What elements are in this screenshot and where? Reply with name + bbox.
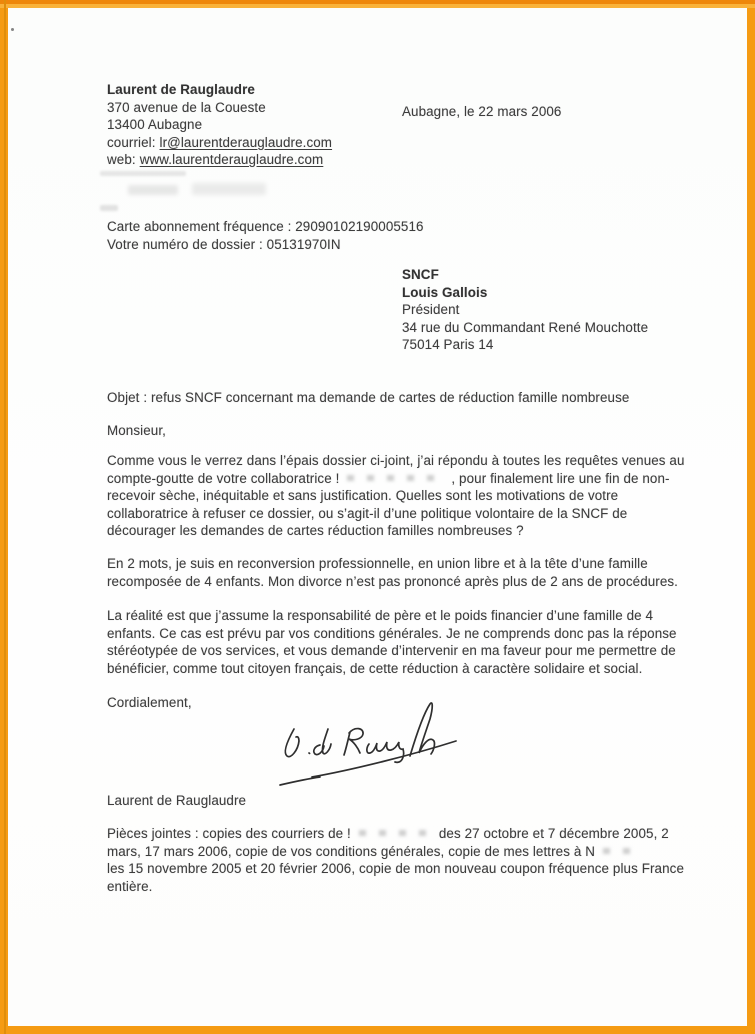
redacted-name: [351, 827, 439, 838]
scan-speck: [11, 28, 14, 31]
paragraph-line: collaboratrice à refuser ce dossier, ou s’agit-il d’une politique volontaire de la SNCF de: [107, 505, 628, 521]
paragraph-line: décourager les demandes de cartes réduction familles nombreuses ?: [107, 523, 524, 538]
file-number: Votre numéro de dossier : 05131970IN: [107, 236, 341, 252]
paragraph-text: compte-goutte de votre collaboratrice !: [107, 470, 340, 486]
recipient-address-line1: 34 rue du Commandant René Mouchotte: [402, 319, 649, 335]
subscription-card-number: Carte abonnement fréquence : 29090102190005516: [107, 219, 424, 234]
paragraph-text: , pour finalement lire une fin de non-: [451, 470, 670, 486]
recipient-title: Président: [402, 302, 460, 317]
signer-name: Laurent de Rauglaudre: [107, 793, 247, 808]
erased-text-smudge: [100, 205, 118, 211]
letter-page: [8, 8, 747, 1026]
paragraph-line: En 2 mots, je suis en reconversion professionnelle, en union libre et à la tête d’une famille: [107, 556, 648, 571]
recipient-name: Louis Gallois: [402, 284, 488, 300]
email-link[interactable]: lr@laurentderauglaudre.com: [159, 134, 333, 150]
web-label: web:: [107, 152, 136, 167]
sender-web-line: [107, 151, 332, 169]
salutation: Monsieur,: [107, 423, 166, 438]
paragraph-line: [107, 470, 685, 488]
sender-name: Laurent de Rauglaudre: [107, 82, 255, 97]
frame-left-inner-line: [4, 0, 6, 1034]
erased-text-smudge: [192, 183, 266, 195]
handwritten-signature: [270, 692, 470, 792]
redacted-name: [339, 472, 451, 483]
body-paragraph-2: [107, 555, 678, 590]
sender-block: [107, 81, 332, 169]
paragraph-line: recevoir sèche, inéquitable et sans justification. Quelles sont les motivations de votre: [107, 488, 619, 503]
attachments-text: Pièces jointes : copies des courriers de !: [107, 826, 351, 841]
body-paragraph-1: [107, 452, 685, 540]
recipient-address-line2: 75014 Paris 14: [402, 337, 494, 352]
sender-address-line1: 370 avenue de la Coueste: [107, 99, 266, 115]
sender-email-line: [107, 134, 332, 152]
reference-block: [107, 218, 424, 253]
web-link[interactable]: www.laurentderauglaudre.com: [139, 152, 324, 167]
recipient-company: SNCF: [402, 267, 439, 282]
paragraph-line: Comme vous le verrez dans l’épais dossier ci-joint, j’ai répondu à toutes les requêtes venues au: [107, 453, 685, 468]
attachments-text: des 27 octobre et 7 décembre 2005, 2: [438, 826, 669, 841]
body-paragraph-3: [107, 607, 677, 677]
paragraph-line: enfants. Ce cas est prévu par vos conditions générales. Je ne comprends donc pas la réponse: [107, 625, 677, 641]
redacted-name: [595, 845, 647, 856]
attachments-line: entière.: [107, 878, 153, 894]
email-label: courriel:: [107, 134, 156, 150]
attachments-block: [107, 825, 684, 895]
paragraph-line: recomposée de 4 enfants. Mon divorce n’est pas prononcé après plus de 2 ans de procédures.: [107, 573, 679, 589]
sender-address-line2: 13400 Aubagne: [107, 117, 203, 132]
attachments-line: les 15 novembre 2005 et 20 février 2006, copie de mon nouveau coupon fréquence plus France: [107, 861, 684, 876]
paragraph-line: stéréotypée de vos services, et vous demande d’intervenir en ma faveur pour me permettre de: [107, 643, 676, 658]
paragraph-line: La réalité est que j’assume la responsabilité de père et le poids financier d’une famille de 4: [107, 608, 654, 623]
attachments-line: [107, 825, 684, 843]
recipient-block: [402, 266, 648, 354]
dateline: Aubagne, le 22 mars 2006: [402, 104, 562, 119]
attachments-text: mars, 17 mars 2006, copie de vos conditions générales, copie de mes lettres à N: [107, 843, 595, 859]
paragraph-line: bénéficier, comme tout citoyen français, de cette réduction à caractère solidaire et social.: [107, 660, 643, 676]
erased-text-smudge: [128, 185, 178, 195]
attachments-line: [107, 843, 684, 861]
closing: Cordialement,: [107, 695, 192, 710]
erased-text-smudge: [100, 171, 186, 176]
signature-strokes: [270, 692, 470, 792]
subject-line: Objet : refus SNCF concernant ma demande de cartes de réduction famille nombreuse: [107, 390, 630, 405]
